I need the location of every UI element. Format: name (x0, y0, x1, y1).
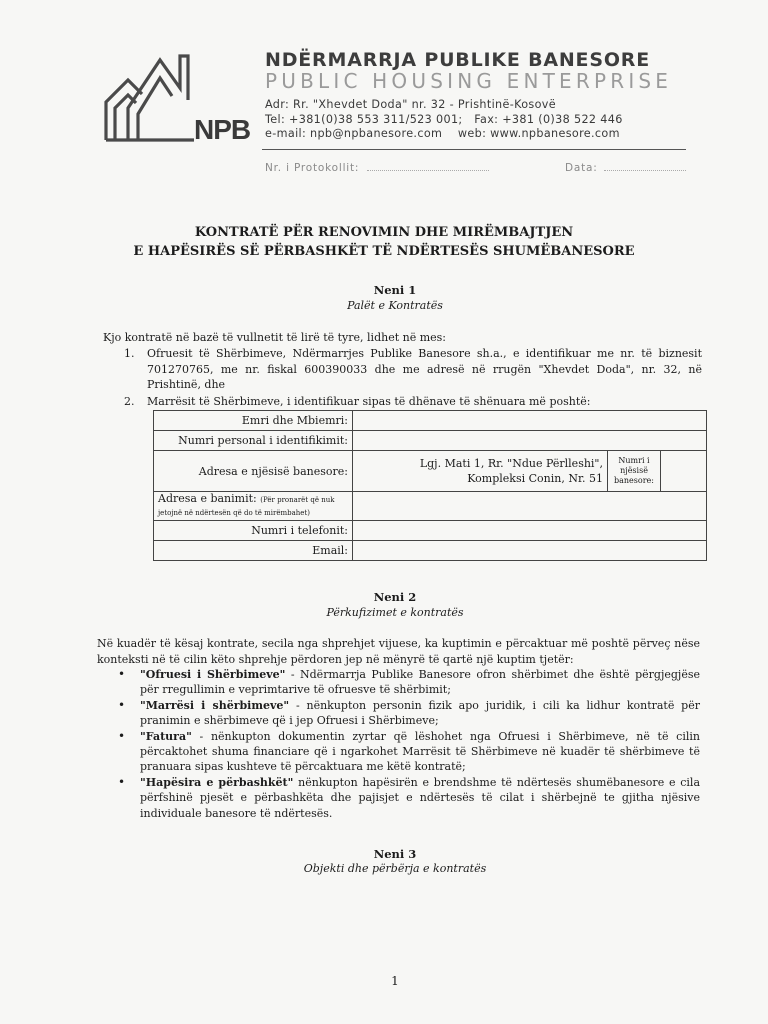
unit-number-field[interactable] (661, 451, 707, 492)
list-number-1: 1. (124, 347, 135, 360)
unit-number-label: Numri i njësisë banesore: (608, 451, 661, 492)
definition-text: nënkupton hapësirën e brendshme të ndërtesës shumëbanesore e cila përfshinë pjesët e përbashkëta dhe pajisjet e ndërtesës të cilat i shërbejnë te gjitha njësive individuale banesore të ndërtesës. (140, 775, 700, 820)
article-2-heading: Neni 2 (373, 590, 417, 604)
unit-address-line-2: Kompleksi Conin, Nr. 51 (467, 472, 603, 485)
article-1-intro: Kjo kontratë në bazë të vullnetit të lirë të tyre, lidhet në mes: (103, 331, 447, 344)
definition-term: "Ofruesi i Shërbimeve" (140, 668, 286, 681)
logo-text: NPB (194, 114, 251, 145)
email-label: Email: (154, 541, 353, 561)
page-number: 1 (391, 974, 399, 988)
org-email-web: e-mail: npb@npbanesore.com web: www.npbanesore.com (265, 127, 620, 140)
definition-item (94, 729, 700, 775)
form-row-personal-id (154, 431, 707, 451)
name-label: Emri dhe Mbiemri: (154, 411, 353, 431)
contract-title-line-2: E HAPËSIRËS SË PËRBASHKËT TË NDËRTESËS SHUMËBANESORE (133, 244, 635, 259)
form-row-email (154, 541, 707, 561)
article-1-subtitle: Palët e Kontratës (347, 299, 443, 312)
form-row-phone (154, 521, 707, 541)
definitions-list (94, 667, 700, 821)
article-2-subtitle: Përkufizimet e kontratës (326, 606, 464, 619)
article-2-intro: Në kuadër të kësaj kontrate, secila nga shprehjet vijuese, ka kuptimin e përcaktuar më poshtë përveç nëse konteksti në të cilin këto shprehje përdoren jep në mënyrë të qartë një kuptim tjetër: (97, 637, 700, 666)
definition-term: "Fatura" (140, 729, 192, 743)
phone-label: Numri i telefonit: (154, 521, 353, 541)
definition-term: "Hapësira e përbashkët" (140, 775, 294, 789)
definition-item (94, 775, 700, 821)
unit-address-label: Adresa e njësisë banesore: (154, 451, 353, 492)
unit-address-value (353, 451, 608, 492)
org-tel-fax: Tel: +381(0)38 553 311/523 001; Fax: +381 (0)38 522 446 (265, 113, 623, 126)
phone-field[interactable] (353, 521, 707, 541)
definition-term: "Marrësi i shërbimeve" (140, 698, 290, 712)
form-row-name (154, 411, 707, 431)
definition-item (94, 667, 700, 698)
form-row-residence (154, 492, 707, 521)
residence-note: (Për pronarët që nuk jetojnë në ndërtesën që do të mirëmbahet) (158, 496, 335, 517)
contract-title-line-1: KONTRATË PËR RENOVIMIN DHE MIRËMBAJTJEN (194, 225, 574, 240)
email-field[interactable] (353, 541, 707, 561)
list-number-2: 2. (124, 395, 135, 408)
date-field (565, 162, 686, 174)
form-row-unit-address (154, 451, 707, 492)
unit-address-line-1: Lgj. Mati 1, Rr. "Ndue Përlleshi", (419, 457, 603, 470)
date-label: Data: (565, 162, 598, 174)
residence-label-cell (154, 492, 353, 521)
party-2-description: Marrësit të Shërbimeve, i identifikuar sipas të dhënave të shënuara më poshtë: (147, 395, 591, 408)
protocol-label: Nr. i Protokollit: (265, 162, 360, 174)
party-1-description: Ofruesit të Shërbimeve, Ndërmarrjes Publike Banesore sh.a., e identifikuar me nr. të biznesit 701270765, me nr. fiskal 600390033 dhe me adresë në rrugën "Xhevdet Doda", nr. 32, në Prishtinë, dhe (147, 347, 702, 392)
header-divider (262, 149, 686, 150)
protocol-number-field (265, 162, 489, 174)
residence-field[interactable] (353, 492, 707, 521)
definition-text: - nënkupton personin fizik apo juridik, i cili ka lidhur kontratë për pranimin e shërbimeve që i jep Ofruesi i Shërbimeve; (140, 698, 700, 728)
residence-label: Adresa e banimit: (158, 492, 257, 505)
name-field[interactable] (353, 411, 707, 431)
service-recipient-form (153, 410, 707, 561)
definition-text: - Ndërmarrja Publike Banesore ofron shërbimet dhe është përgjegjëse për rregullimin e veprimtarive të ofruesve të shërbimit; (140, 668, 700, 697)
definition-item (94, 698, 700, 729)
article-1-heading: Neni 1 (373, 283, 417, 297)
article-3-subtitle: Objekti dhe përbërja e kontratës (303, 862, 487, 875)
article-3-heading: Neni 3 (373, 847, 417, 861)
org-name-albanian: NDËRMARRJA PUBLIKE BANESORE (265, 49, 650, 71)
definition-text: - nënkupton dokumentin zyrtar që lëshohet nga Ofruesi i Shërbimeve, në të cilin përcaktohet shuma financiare që i ngarkohet Marrësit të Shërbimeve në kuadër të shërbimeve të pranuara sipas kushteve të përcaktuara me këtë kontratë; (140, 729, 700, 774)
personal-id-field[interactable] (353, 431, 707, 451)
org-name-english: PUBLIC HOUSING ENTERPRISE (265, 69, 673, 93)
personal-id-label: Numri personal i identifikimit: (154, 431, 353, 451)
org-address: Adr: Rr. "Xhevdet Doda" nr. 32 - Prishtinë-Kosovë (265, 98, 556, 111)
